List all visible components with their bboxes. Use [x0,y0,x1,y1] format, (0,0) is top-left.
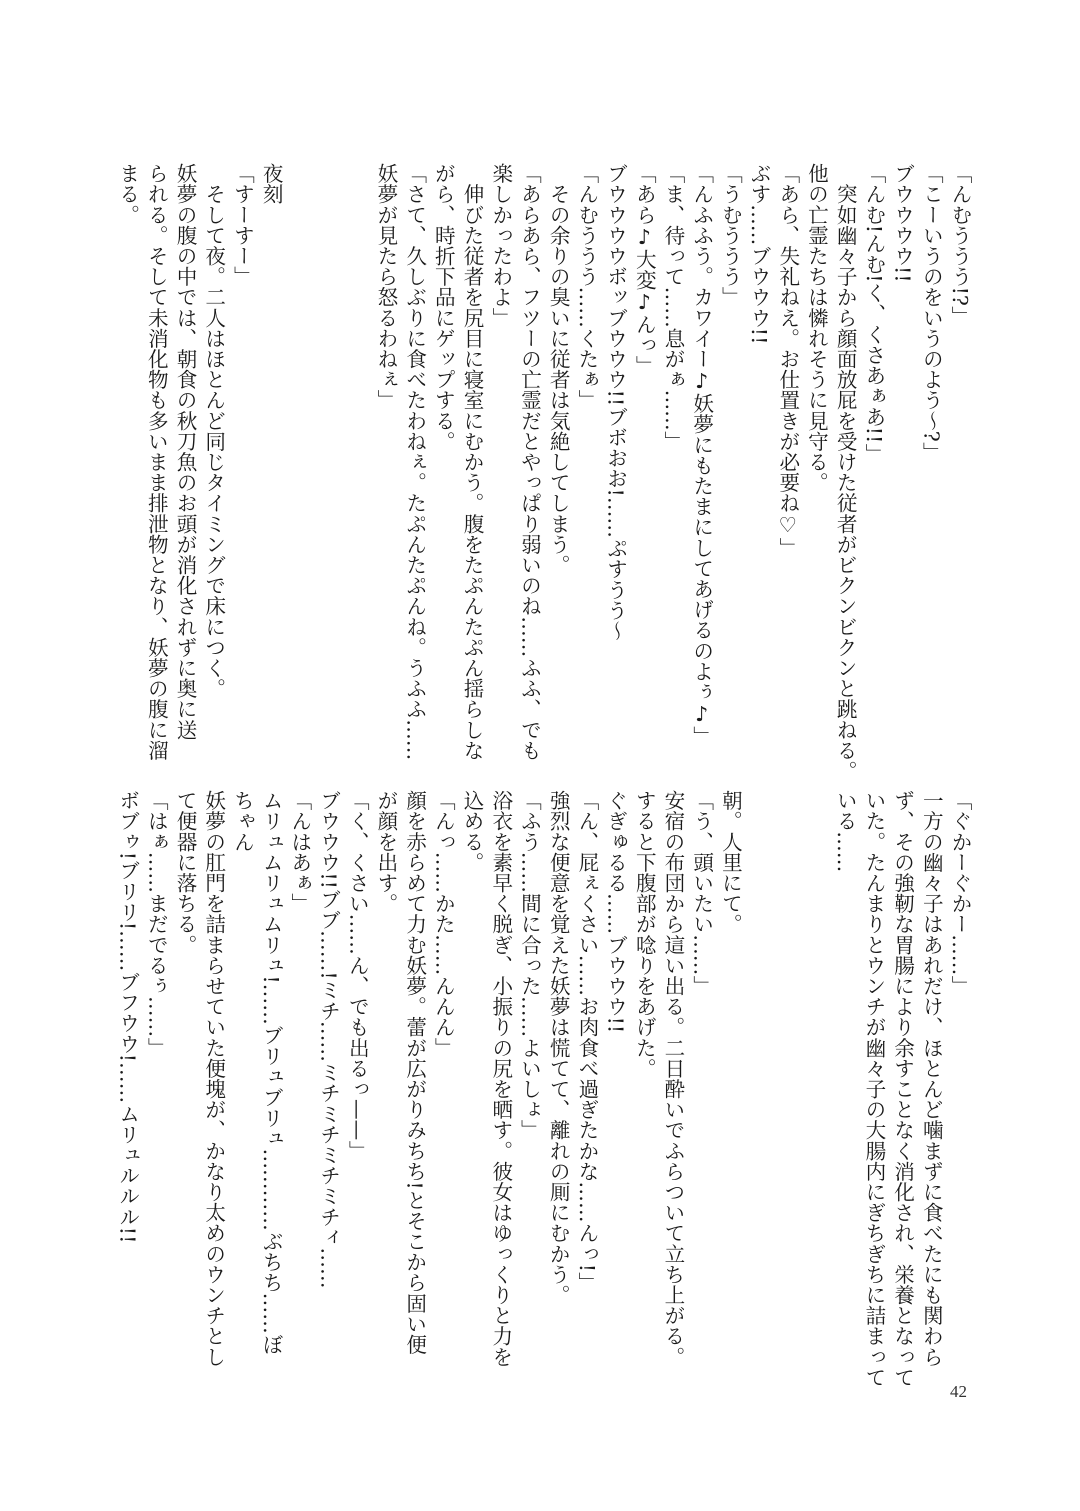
text-line: ぐぎゅるる……ブウウウ!! [603,790,628,1034]
text-line: 伸びた従者を尻目に寝室にむかう。腹をたぷんたぷん揺らしな [460,163,485,761]
text-line: が顔を出す。 [373,790,398,914]
section-gap [285,163,371,753]
text-line: 「ふう……間に合った……よいしょ」 [517,790,542,1141]
text-line: 「んむ!んむ!く、くさあぁあ!!」 [861,163,886,464]
text-line: 安宿の布団から這い出る。二日酔いでふらついて立ち上がる。 [660,790,685,1367]
text-line: がら、時折下品にゲップする。 [431,163,456,452]
text-line: 「く、くさい……ん、でも出るっ——」 [345,790,370,1161]
text-line: ムリュムリュムリュ!……ブリュブリュ…………ぶちち……ぼ [259,790,284,1355]
section-gap [744,790,830,1380]
text-line: 「あら、失礼ねえ。お仕置きが必要ね♡」 [775,163,800,558]
text-line: 「ぐかーぐかー……」 [948,790,972,996]
text-line: ブウウウ!!ブブ……!ミチ……ミチミチミチミチィ…… [316,790,341,1289]
text-line: 一方の幽々子はあれだけ、ほとんど噛まずに食べたにも関わら [919,790,944,1367]
text-line: いる…… [833,790,858,873]
text-line: 「あらあら、フツーの亡霊だとやっぱり弱いのね……ふふ、でも [517,163,542,761]
text-line: 妖夢の腹の中では、朝食の秋刀魚のお頭が消化されずに奥に送 [173,163,198,740]
text-line: いた。たんまりとウンチが幽々子の大腸内にぎちぎちに詰まって [861,790,886,1388]
text-line: ちゃん [230,790,255,852]
text-line: 込める。 [460,790,485,873]
text-line: 「んふふう。カワイー♪妖夢にもたまにしてあげるのよぅ♪」 [689,163,714,747]
text-line: 顔を赤らめて力む妖夢。蕾が広がりみちち!とそこから固い便 [402,790,427,1355]
text-line: 夜刻 [259,163,284,205]
text-line: 妖夢が見たら怒るわねぇ」 [373,163,398,411]
top-text-block [113,163,974,781]
text-line: 朝。人里にて。 [718,790,743,935]
text-line: 「うむううう」 [718,163,743,308]
text-line: 「こーいうのをいうのよう〜?」 [919,163,944,463]
text-line: 妖夢の肛門を詰まらせていた便塊が、かなり太めのウンチとし [201,790,226,1367]
text-line: 「あら♪大変♪んっ」 [632,163,657,376]
text-line: 「んはあぁ」 [287,790,312,914]
text-line: 浴衣を素早く脱ぎ、小振りの尻を晒す。彼女はゆっくりと力を [488,790,513,1367]
text-line: ぶす……ブウウウ!! [747,163,772,345]
text-line: 他の亡霊たちは憐れそうに見守る。 [804,163,829,493]
text-line: すると下腹部が唸りをあげた。 [632,790,657,1079]
text-line: まる。 [115,163,140,225]
text-line: 「さて、久しぶりに食べたわねぇ。たぷんたぷんね。うふふ…… [402,163,427,761]
text-line: 強烈な便意を覚えた妖夢は慌てて、離れの厠にむかう。 [546,790,571,1305]
text-line: られる。そして未消化物も多いまま排泄物となり、妖夢の腹に溜 [144,163,169,761]
text-line: 「う、頭いたい……」 [689,790,714,996]
text-line: 「すーすー」 [230,163,255,287]
text-line: 「はぁ……まだでるぅ……」 [144,790,169,1058]
text-line: 「ま、待って……息がぁ……」 [660,163,685,452]
text-line: その余りの臭いに従者は気絶してしまう。 [546,163,571,575]
text-line: ボブゥ!ブリリ!……ブフウウ!……ムリュルルル!! [115,790,140,1244]
text-line: ブウウウウボッブウウウ!!ブボおお!……ぷすうう〜 [603,163,628,642]
text-line: 「んむううう……くたぁ」 [574,163,599,411]
text-line: 楽しかったわよ」 [488,163,513,328]
text-line: ブウウウウ!! [890,163,915,283]
text-line: 「んっ……かた……んんん」 [431,790,456,1058]
text-line: そして夜。二人はほとんど同じタイミングで床につく。 [201,163,226,699]
text-line: 「ん、屁ぇくさい……お肉食べ過ぎたかな……んっ!」 [574,790,599,1293]
text-line: 突如幽々子から顔面放屁を受けた従者がビクンビクンと跳ねる。 [833,163,858,781]
text-line: て便器に落ちる。 [173,790,198,955]
text-line: ず、その強靭な胃腸により余すことなく消化され、栄養となって [890,790,915,1388]
page-number: 42 [950,1382,967,1401]
text-line: 「んむううう!?」 [948,163,972,327]
bottom-text-block [113,790,974,1388]
